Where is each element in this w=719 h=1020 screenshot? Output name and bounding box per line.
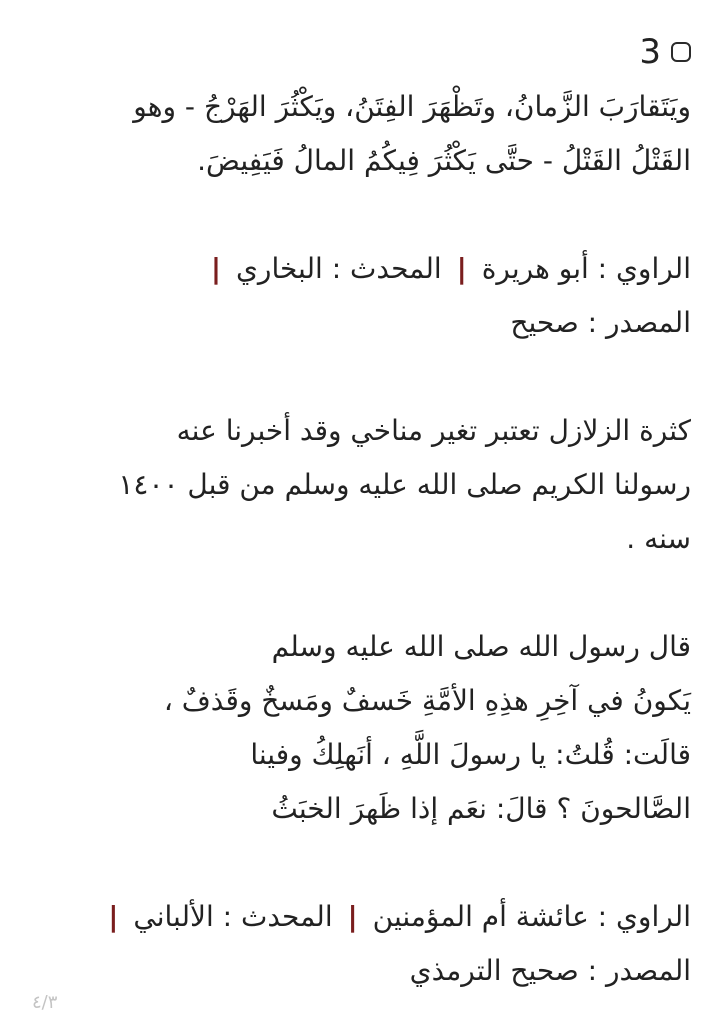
reference-line (50, 242, 691, 296)
hadith-reference-1 (50, 242, 691, 350)
text-line: الصَّالحونَ ؟ قالَ: نعَم إذا ظَهرَ الخبَثُ (271, 792, 691, 825)
narrator: الراوي : عائشة أم المؤمنين (372, 900, 691, 933)
muhaddith: المحدث : الألباني (133, 900, 333, 933)
separator: | (210, 252, 222, 285)
commentary (50, 404, 691, 566)
text-line: قالَت: قُلتُ: يا رسولَ اللَّهِ ، أنَهلِكُ وفينا (250, 738, 691, 771)
spacer (50, 188, 691, 242)
text-line: ويَتَقارَبَ الزَّمانُ، وتَظْهَرَ الفِتَنُ، ويَكْثُرَ الهَرْجُ - وهو (133, 90, 691, 123)
text-line: كثرة الزلازل تعتبر تغير مناخي وقد أخبرنا عنه (176, 414, 691, 447)
header (50, 30, 691, 74)
narrator: الراوي : أبو هريرة (481, 252, 691, 285)
muhaddith: المحدث : البخاري (236, 252, 442, 285)
spacer (50, 350, 691, 404)
checkbox[interactable] (671, 42, 691, 62)
text-line: يَكونُ في آخِرِ هذِهِ الأمَّةِ خَسفٌ ومَسخٌ وقَذفٌ ، (163, 684, 691, 717)
hadith-reference-2 (50, 890, 691, 998)
separator: | (108, 900, 119, 933)
page-indicator: ٤/٣ (32, 992, 58, 1013)
spacer (50, 566, 691, 620)
hadith-text-1 (50, 80, 691, 188)
text-line: القَتْلُ القَتْلُ - حتَّى يَكْثُرَ فِيكُمُ المالُ فَيَفِيضَ. (197, 144, 691, 177)
text-line: سنه . (626, 522, 691, 555)
separator: | (456, 252, 467, 285)
source: المصدر : صحيح الترمذي (409, 954, 691, 987)
source: المصدر : صحيح (510, 306, 691, 339)
document-body (50, 80, 691, 998)
spacer (50, 836, 691, 890)
text-line: قال رسول الله صلى الله عليه وسلم (271, 630, 691, 663)
separator: | (347, 900, 358, 933)
reference-line (50, 890, 691, 944)
hadith-text-2 (50, 620, 691, 836)
text-line: رسولنا الكريم صلى الله عليه وسلم من قبل ١٤٠٠ (118, 468, 691, 501)
item-number: 3 (639, 32, 661, 72)
